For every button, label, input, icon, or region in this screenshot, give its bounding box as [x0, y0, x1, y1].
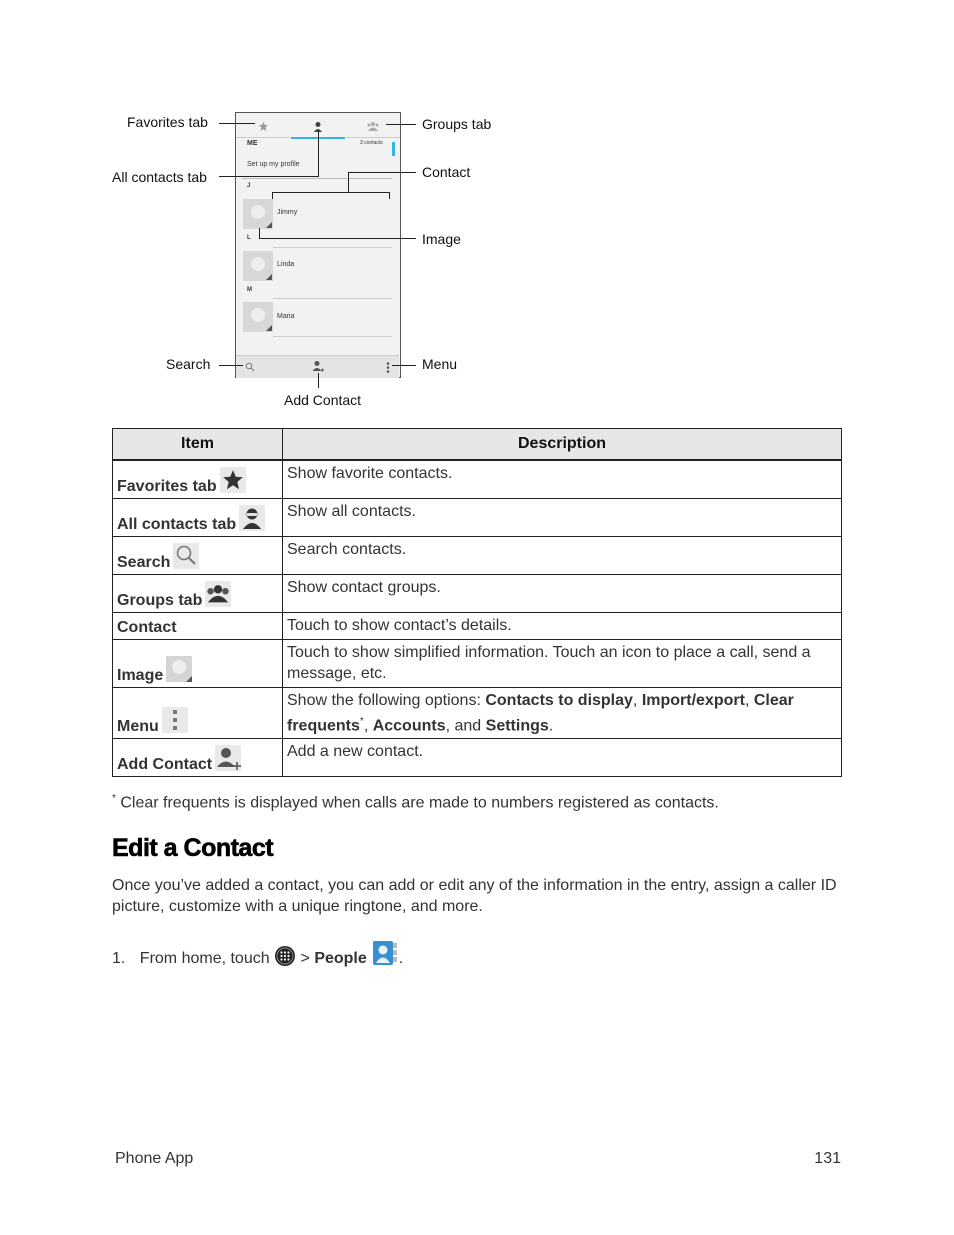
description-cell: Show all contacts.	[283, 498, 842, 536]
menu-icon[interactable]	[386, 362, 390, 373]
callout-all-contacts-tab: All contacts tab	[112, 169, 207, 185]
option-clear-frequents: Clear frequents	[287, 691, 794, 734]
item-cell	[113, 536, 283, 574]
contact-image[interactable]	[243, 302, 273, 332]
table-row	[113, 574, 842, 612]
item-label: Search	[117, 553, 171, 571]
people-label: People	[314, 950, 367, 967]
leader-line	[272, 192, 273, 199]
leader-line	[259, 238, 416, 239]
contact-name[interactable]: Jimmy	[277, 209, 298, 216]
divider	[273, 298, 392, 299]
scroll-indicator[interactable]	[392, 142, 395, 156]
callout-favorites-tab: Favorites tab	[127, 114, 208, 130]
table-row	[113, 639, 842, 687]
leader-line	[219, 365, 243, 366]
desc-text: , and	[445, 716, 486, 734]
desc-text: Show the following options:	[287, 691, 486, 709]
column-header-item: Item	[113, 429, 283, 461]
leader-line	[219, 176, 319, 177]
table-row	[113, 536, 842, 574]
desc-text: ,	[744, 691, 754, 709]
leader-line	[219, 123, 255, 124]
contact-name[interactable]: Maria	[277, 313, 295, 320]
setup-profile-link[interactable]: Set up my profile	[247, 161, 300, 168]
table-row	[113, 460, 842, 498]
callout-search: Search	[166, 356, 211, 372]
divider	[242, 178, 392, 179]
footer-section-name: Phone App	[115, 1150, 194, 1167]
desc-text: ,	[632, 691, 642, 709]
step-separator: >	[296, 950, 315, 967]
contact-name[interactable]: Linda	[277, 261, 295, 268]
description-cell: Show favorite contacts.	[283, 460, 842, 498]
leader-line	[318, 131, 319, 177]
add-contact-icon	[215, 745, 241, 771]
table-row	[113, 738, 842, 776]
item-cell	[113, 612, 283, 639]
leader-line	[389, 192, 390, 199]
contact-image[interactable]	[243, 199, 273, 229]
table-row	[113, 687, 842, 738]
description-cell: Search contacts.	[283, 536, 842, 574]
items-table	[112, 428, 842, 777]
section-letter: L	[247, 235, 251, 241]
avatar-icon	[166, 656, 192, 682]
option-accounts: Accounts	[372, 716, 446, 734]
section-letter: M	[247, 287, 252, 293]
callout-groups-tab: Groups tab	[422, 116, 492, 132]
me-label: ME	[247, 140, 258, 147]
leader-line	[348, 172, 349, 192]
option-contacts-to-display: Contacts to display	[485, 691, 633, 709]
section-title: Edit a Contact	[112, 834, 274, 862]
table-header-row	[113, 429, 842, 461]
footnote-text: Clear frequents is displayed when calls are made to numbers registered as contacts.	[115, 794, 719, 812]
leader-line	[259, 228, 260, 238]
leader-line	[348, 172, 416, 173]
item-label: Menu	[117, 717, 159, 735]
item-cell	[113, 639, 283, 687]
star-icon	[258, 121, 269, 132]
description-cell: Show contact groups.	[283, 574, 842, 612]
leader-line	[272, 192, 390, 193]
contact-image[interactable]	[243, 251, 273, 281]
callout-contact: Contact	[422, 164, 471, 180]
item-label: Groups tab	[117, 591, 203, 609]
item-label: Image	[117, 666, 164, 684]
description-cell: Touch to show simplified information. Touch an icon to place a call, send a message, etc.	[283, 639, 842, 687]
groups-tab[interactable]	[346, 115, 400, 138]
item-cell	[113, 687, 283, 738]
footnote-mark: *	[112, 793, 116, 804]
apps-launcher-icon	[274, 945, 296, 967]
step-end: .	[398, 950, 404, 967]
leader-line	[318, 373, 319, 388]
section-letter: J	[247, 183, 251, 189]
item-label: Favorites tab	[117, 477, 217, 495]
menu-icon	[162, 707, 188, 733]
divider	[273, 247, 392, 248]
item-label: Contact	[117, 618, 177, 636]
group-icon	[205, 581, 231, 607]
desc-text: .	[548, 716, 554, 734]
option-import-export: Import/export	[641, 691, 745, 709]
step-1	[112, 939, 403, 968]
description-cell	[283, 687, 842, 738]
description-cell: Add a new contact.	[283, 738, 842, 776]
table-row	[113, 498, 842, 536]
star-icon	[220, 467, 246, 493]
callout-menu: Menu	[422, 356, 458, 372]
search-icon[interactable]	[245, 362, 255, 372]
group-icon	[366, 121, 380, 131]
footnote	[112, 793, 719, 812]
section-paragraph: Once you’ve added a contact, you can add or edit any of the information in the entry, assign a caller ID picture, customize with a unique ringtone, and more.	[112, 877, 837, 915]
people-app-icon	[371, 939, 399, 967]
item-cell	[113, 574, 283, 612]
person-icon	[313, 121, 323, 132]
item-label: All contacts tab	[117, 515, 237, 533]
add-contact-icon[interactable]	[312, 360, 324, 373]
callout-image: Image	[422, 231, 461, 247]
search-icon	[173, 543, 199, 569]
option-settings: Settings	[485, 716, 549, 734]
step-text: From home, touch	[139, 950, 275, 967]
item-label: Add Contact	[117, 755, 213, 773]
divider	[273, 336, 392, 337]
favorites-tab[interactable]	[236, 115, 290, 138]
column-header-description: Description	[283, 429, 842, 461]
item-cell	[113, 460, 283, 498]
leader-line	[386, 124, 416, 125]
footer-page-number: 131	[814, 1150, 841, 1167]
step-number: 1.	[112, 950, 126, 967]
item-cell	[113, 738, 283, 776]
description-cell: Touch to show contact’s details.	[283, 612, 842, 639]
leader-line	[392, 365, 416, 366]
person-icon	[239, 505, 265, 531]
desc-text: ,	[363, 716, 373, 734]
footnote-mark: *	[359, 715, 364, 727]
contact-count: 3 contacts	[360, 140, 383, 146]
callout-add-contact: Add Contact	[284, 392, 362, 408]
table-row	[113, 612, 842, 639]
item-cell	[113, 498, 283, 536]
